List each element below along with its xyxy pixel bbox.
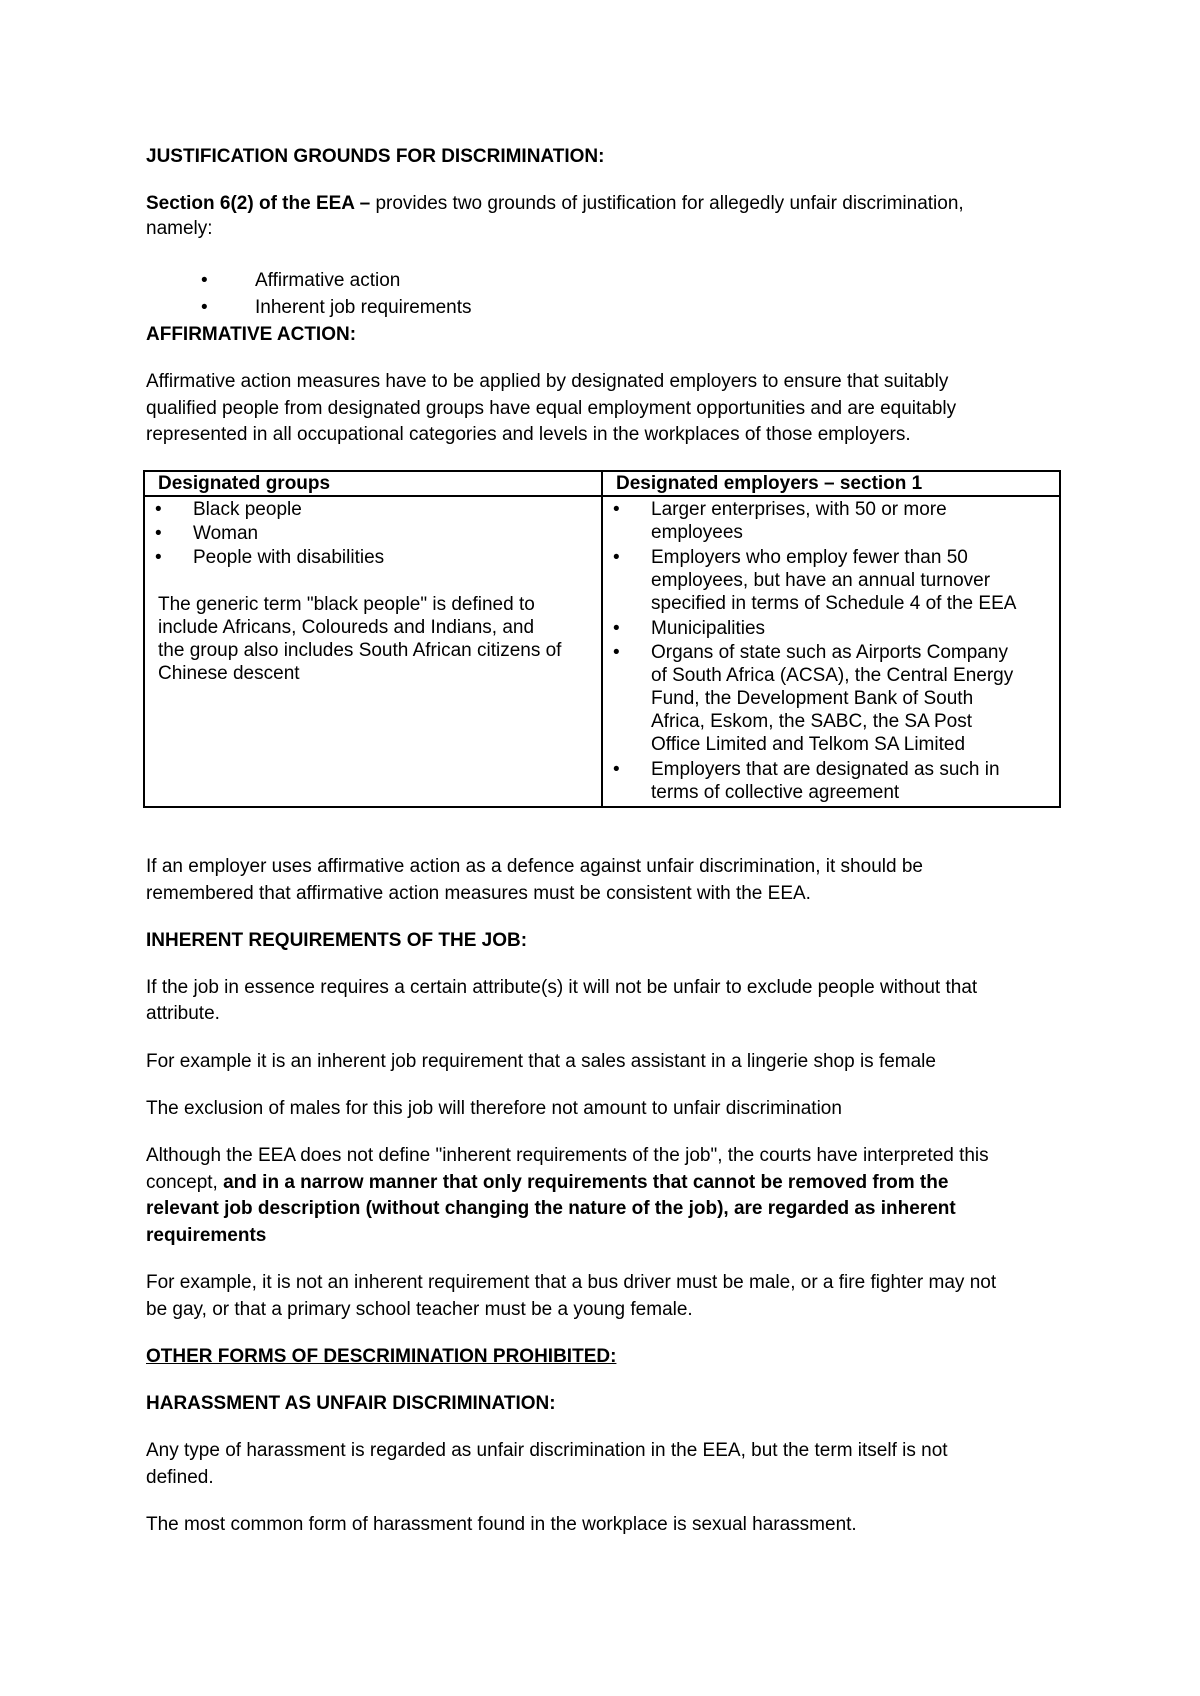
designated-group-item: Black people: [193, 499, 302, 520]
heading-other-forms: OTHER FORMS OF DESCRIMINATION PROHIBITED:: [146, 1346, 617, 1367]
intro-rest: provides two grounds of justification for allegedly unfair discrimination,: [370, 193, 964, 214]
heading-affirmative-action: AFFIRMATIVE ACTION:: [146, 324, 357, 345]
intro-line-2: namely:: [146, 218, 213, 239]
ground-label: Inherent job requirements: [255, 297, 472, 318]
designated-group-item: Woman: [193, 523, 259, 544]
inherent-courts-plain: concept,: [146, 1172, 224, 1193]
employer-item-line: terms of collective agreement: [651, 782, 900, 803]
harassment-paragraph-line: Any type of harassment is regarded as unfair discrimination in the EEA, but the term itself is not: [146, 1440, 948, 1461]
bullet-icon: •: [613, 499, 620, 520]
bullet-icon: •: [201, 297, 208, 318]
employer-item-line: employees: [651, 522, 743, 543]
inherent-courts-line: [146, 1172, 948, 1194]
bullet-icon: •: [613, 618, 620, 639]
inherent-exclusion-line: The exclusion of males for this job will therefore not amount to unfair discrimination: [146, 1098, 842, 1119]
inherent-example2-line: be gay, or that a primary school teacher must be a young female.: [146, 1299, 693, 1320]
inherent-courts-bold: and in a narrow manner that only requirements that cannot be removed from the: [223, 1172, 949, 1193]
employer-item-line: Organs of state such as Airports Company: [651, 642, 1008, 663]
inherent-courts-line: requirements: [146, 1225, 267, 1246]
defence-paragraph-line: remembered that affirmative action measures must be consistent with the EEA.: [146, 883, 811, 904]
heading-justification: JUSTIFICATION GROUNDS FOR DISCRIMINATION:: [146, 146, 605, 167]
inherent-example-line: For example it is an inherent job requirement that a sales assistant in a lingerie shop is female: [146, 1051, 936, 1072]
heading-inherent-requirements: INHERENT REQUIREMENTS OF THE JOB:: [146, 930, 528, 951]
heading-harassment: HARASSMENT AS UNFAIR DISCRIMINATION:: [146, 1393, 556, 1414]
designated-table: [143, 470, 1061, 808]
employer-item-line: Employers that are designated as such in: [651, 759, 1000, 780]
employer-item-line: specified in terms of Schedule 4 of the EEA: [651, 593, 1017, 614]
employer-item-line: Africa, Eskom, the SABC, the SA Post: [651, 711, 973, 732]
bullet-icon: •: [155, 523, 162, 544]
ground-label: Affirmative action: [255, 270, 401, 291]
employer-item-line: Fund, the Development Bank of South: [651, 688, 974, 709]
black-people-note-line: The generic term "black people" is defined to: [158, 594, 535, 615]
table-column-divider: [601, 472, 603, 806]
inherent-courts-line: relevant job description (without changing the nature of the job), are regarded as inherent: [146, 1198, 956, 1219]
affirmative-paragraph-line: Affirmative action measures have to be applied by designated employers to ensure that suitably: [146, 371, 949, 392]
employer-item-line: Office Limited and Telkom SA Limited: [651, 734, 966, 755]
inherent-paragraph-line: If the job in essence requires a certain attribute(s) it will not be unfair to exclude people without that: [146, 977, 978, 998]
table-header-designated-groups: Designated groups: [158, 473, 331, 494]
table-header-designated-employers: Designated employers – section 1: [616, 473, 923, 494]
bullet-icon: •: [613, 642, 620, 663]
designated-group-item: People with disabilities: [193, 547, 385, 568]
inherent-example2-line: For example, it is not an inherent requirement that a bus driver must be male, or a fire fighter may not: [146, 1272, 997, 1293]
bullet-icon: •: [613, 759, 620, 780]
harassment-paragraph-line: defined.: [146, 1467, 214, 1488]
affirmative-paragraph-line: represented in all occupational categories and levels in the workplaces of those employers.: [146, 424, 911, 445]
employer-item-line: Larger enterprises, with 50 or more: [651, 499, 947, 520]
employer-item-line: employees, but have an annual turnover: [651, 570, 991, 591]
bullet-icon: •: [613, 547, 620, 568]
intro-line-1: [146, 193, 964, 215]
black-people-note-line: Chinese descent: [158, 663, 300, 684]
employer-item-line: of South Africa (ACSA), the Central Energy: [651, 665, 1014, 686]
employer-item-line: Employers who employ fewer than 50: [651, 547, 968, 568]
bullet-icon: •: [155, 499, 162, 520]
employer-item-line: Municipalities: [651, 618, 766, 639]
intro-section-ref: Section 6(2) of the EEA –: [146, 193, 371, 214]
black-people-note-line: the group also includes South African citizens of: [158, 640, 562, 661]
defence-paragraph-line: If an employer uses affirmative action as a defence against unfair discrimination, it should be: [146, 856, 923, 877]
bullet-icon: •: [201, 270, 208, 291]
harassment-common-line: The most common form of harassment found in the workplace is sexual harassment.: [146, 1514, 857, 1535]
inherent-courts-line: Although the EEA does not define "inherent requirements of the job", the courts have interpreted this: [146, 1145, 989, 1166]
inherent-paragraph-line: attribute.: [146, 1003, 220, 1024]
black-people-note-line: include Africans, Coloureds and Indians, and: [158, 617, 535, 638]
bullet-icon: •: [155, 547, 162, 568]
affirmative-paragraph-line: qualified people from designated groups have equal employment opportunities and are equitably: [146, 398, 957, 419]
